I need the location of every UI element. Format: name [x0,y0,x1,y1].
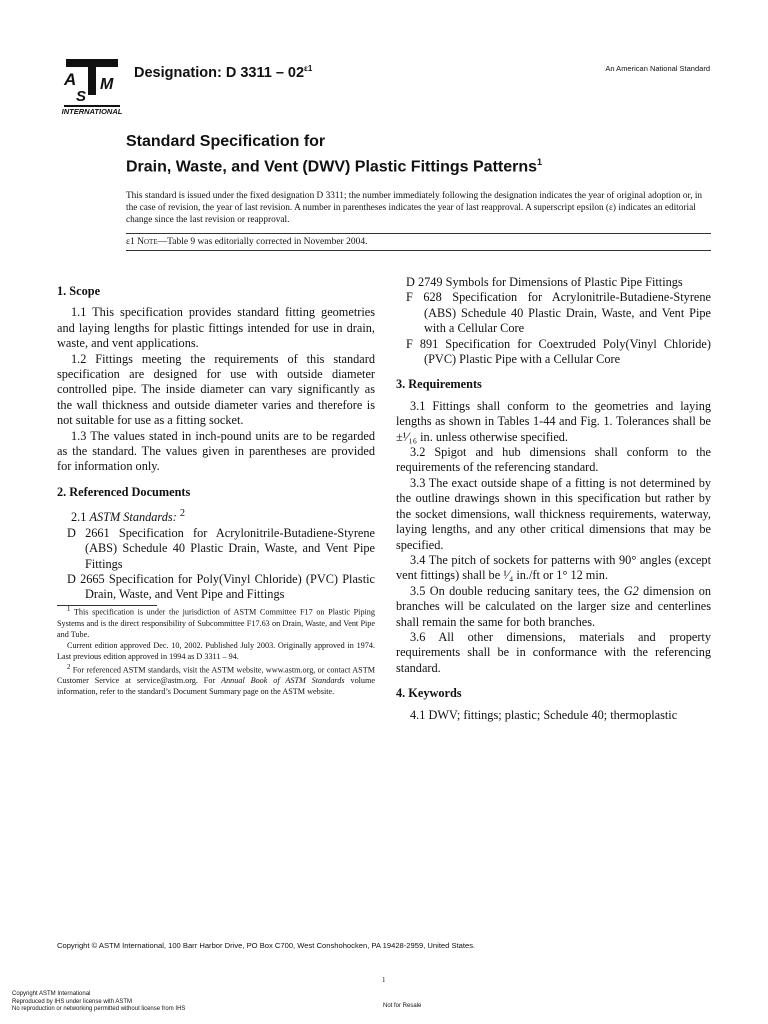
license-line-2: Reproduced by IHS under license with ASTM [12,998,133,1005]
ref-f628: F 628 Specification for Acrylonitrile-Butadiene-Styrene (ABS) Schedule 40 Plastic Drain, Waste, and Vent Pipe with a Cellular Core [406,290,711,336]
copyright-line: Copyright © ASTM International, 100 Barr Harbor Drive, PO Box C700, West Conshohocken, PA 19428-2959, United States. [57,941,476,950]
para-2-1: 2.1 ASTM Standards: $^2$ [71,508,185,525]
para-3-4: 3.4 The pitch of sockets for patterns with 90° angles (except vent fittings) shall be ¹⁄₄ in./ft or 1° 12 min. [396,552,711,583]
para-1-1: 1.1 This specification provides standard fitting geometries and laying lengths for plastic fittings intended for use in drain, waste, and vent applications. [57,305,375,351]
para-3-5: 3.5 On double reducing sanitary tees, the G2 dimension on branches will be calculated on the larger size and centerlines shall remain the same for both branches. [396,583,712,629]
ref-d2749: D 2749 Symbols for Dimensions of Plastic Pipe Fittings [406,275,683,289]
footnote-2: $^2$ For referenced ASTM standards, visit the ASTM website, www.astm.org, or contact ASTM Customer Service at service@astm.org. For Annual Book of ASTM Standards volume information, refer to the standard’s Document Summary page on the ASTM website. [57,663,376,697]
para-4-1: 4.1 DWV; fittings; plastic; Schedule 40; thermoplastic [410,707,678,722]
license-line-3: No reproduction or networking permitted without license from IHS [12,1006,186,1012]
not-for-resale: Not for Resale [383,1003,422,1009]
ref-f891: F 891 Specification for Coextruded Poly(Vinyl Chloride) (PVC) Plastic Pipe with a Cellular Core [406,336,711,367]
national-standard-tag: An American National Standard [605,64,710,73]
astm-logo [60,55,124,121]
document-title [126,132,542,177]
logo-text: INTERNATIONAL [61,107,123,116]
svg-text:S: S [76,88,87,105]
editorial-note [126,233,711,251]
footnote-1: $^1$ This specification is under the jurisdiction of ASTM Committee F17 on Plastic Piping Systems and is the direct responsibility of Subcommittee F17.63 on Drain, Waste, and Vent Pipe and Tube. [57,606,375,639]
footnotes [57,604,375,697]
para-3-2: 3.2 Spigot and hub dimensions shall conform to the requirements of the referencing standard. [396,445,711,475]
designation [134,64,312,81]
license-line-1: Copyright ASTM International [12,991,91,997]
ref-d2661: D 2661 Specification for Acrylonitrile-Butadiene-Styrene (ABS) Schedule 40 Plastic Drain, Waste, and Vent Pipe Fittings [67,525,375,571]
title-footnote-ref: 1 [537,157,543,167]
page-number: 1 [382,976,386,984]
left-column [57,278,375,603]
para-3-3: 3.3 The exact outside shape of a fitting is not determined by the outline drawings shown in this specification but rather by the socket dimensions, wall thickness requirements, waterway, laying lengths, and any other critical dimensions that may be specified. [396,475,711,552]
license-notice [12,991,185,1014]
designation-epsilon: ε1 [304,64,313,73]
para-1-3: 1.3 The values stated in inch-pound units are to be regarded as the standard. The values given in parentheses are provided for information only. [57,428,375,474]
footnote-1-edition: Current edition approved Dec. 10, 2002. Published July 2003. Originally approved in 1974. Last previous edition approved in 1994 as D 3311 – 94. [57,640,375,661]
para-1-2: 1.2 Fittings meeting the requirements of this standard specification are designed for use with outside diameter controlled pipe. The inside diameter can vary significantly as the wall thickness and outside diameter varies and therefore is not suitable for use as a fitting socket. [57,351,375,428]
note-label: Note [137,237,158,247]
designation-text: Designation: D 3311 – 02 [134,64,305,81]
para-3-1: 3.1 Fittings shall conform to the geometries and laying lengths as shown in Tables 1-44 and Fig. 1. Tolerances shall be ±¹⁄₁₆ in. unless otherwise specified. [396,398,711,444]
note-epsilon: ε1 [126,237,135,247]
issuance-statement: This standard is issued under the fixed designation D 3311; the number immediately following the designation indicates the year of original adoption or, in the case of revision, the year of last revision. A number in parentheses indicates the year of last reapproval. A superscript epsilon (ε) indicates an editorial change since the last revision or reapproval. [126,191,703,226]
section-referenced-documents-heading: 2. Referenced Documents [57,484,191,499]
svg-text:M: M [100,76,114,93]
title-line-2: Drain, Waste, and Vent (DWV) Plastic Fittings Patterns$^1$ [126,157,543,176]
ref-d2665: D 2665 Specification for Poly(Vinyl Chloride) (PVC) Plastic Drain, Waste, and Vent Pipe and Fittings [67,572,375,602]
right-column [396,275,711,723]
note-text: —Table 9 was editorially corrected in November 2004. [157,237,368,247]
section-requirements-heading: 3. Requirements [396,377,482,392]
section-keywords-heading: 4. Keywords [396,686,462,701]
svg-text:A: A [64,70,77,89]
para-3-6: 3.6 All other dimensions, materials and property requirements shall be in conformance with the referencing standard. [396,629,711,675]
section-scope-heading: 1. Scope [57,284,101,298]
title-line-1: Standard Specification for [126,133,326,150]
